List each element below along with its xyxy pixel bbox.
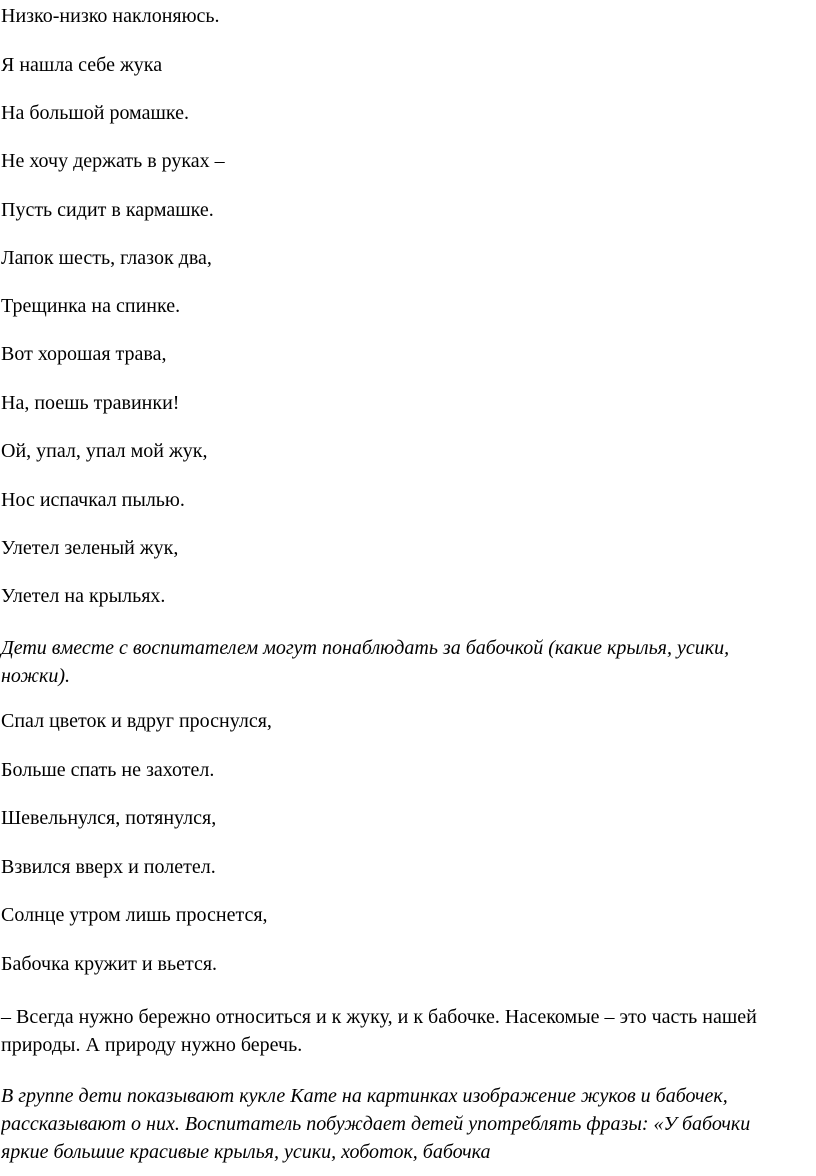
poem-line-9: На, поешь травинки! — [1, 392, 180, 414]
teacher-speech: – Всегда нужно бережно относиться и к жуку, и к бабочке. Насекомые – это часть нашей природы. А природу нужно беречь. — [1, 1006, 757, 1056]
poem2-line-5: Солнце утром лишь проснется, — [1, 904, 268, 926]
poem-line-10: Ой, упал, упал мой жук, — [1, 440, 208, 462]
poem-line-4: Не хочу держать в руках – — [1, 150, 225, 172]
poem2-line-3: Шевельнулся, потянулся, — [1, 807, 217, 829]
poem2-line-2: Больше спать не захотел. — [1, 759, 215, 781]
poem2-line-1: Спал цветок и вдруг проснулся, — [1, 710, 272, 732]
poem-line-6: Лапок шесть, глазок два, — [1, 247, 212, 269]
poem-line-7: Трещинка на спинке. — [1, 295, 181, 317]
poem2-line-6: Бабочка кружит и вьется. — [1, 953, 218, 975]
stage-direction-butterfly: Дети вместе с воспитателем могут понаблюдать за бабочкой (какие крылья, усики, ножки). — [1, 637, 730, 687]
poem-line-1: Низко-низко наклоняюсь. — [1, 5, 220, 27]
stage-direction-group: В группе дети показывают кукле Кате на картинках изображение жуков и бабочек, рассказывают о них. Воспитатель побуждает детей употреблять фразы: «У бабочки яркие большие красивые крылья, усики, хоботок, бабочка — [1, 1085, 751, 1163]
poem-line-8: Вот хорошая трава, — [1, 343, 167, 365]
stage-direction-group-clip — [1, 1082, 801, 1176]
poem-line-2: Я нашла себе жука — [1, 54, 163, 76]
poem-line-11: Нос испачкал пылью. — [1, 489, 185, 511]
poem2-line-4: Взвился вверх и полетел. — [1, 856, 216, 878]
poem-line-13: Улетел на крыльях. — [1, 585, 166, 607]
poem-line-3: На большой ромашке. — [1, 102, 189, 124]
poem-line-12: Улетел зеленый жук, — [1, 537, 179, 559]
poem-line-5: Пусть сидит в кармашке. — [1, 199, 214, 221]
